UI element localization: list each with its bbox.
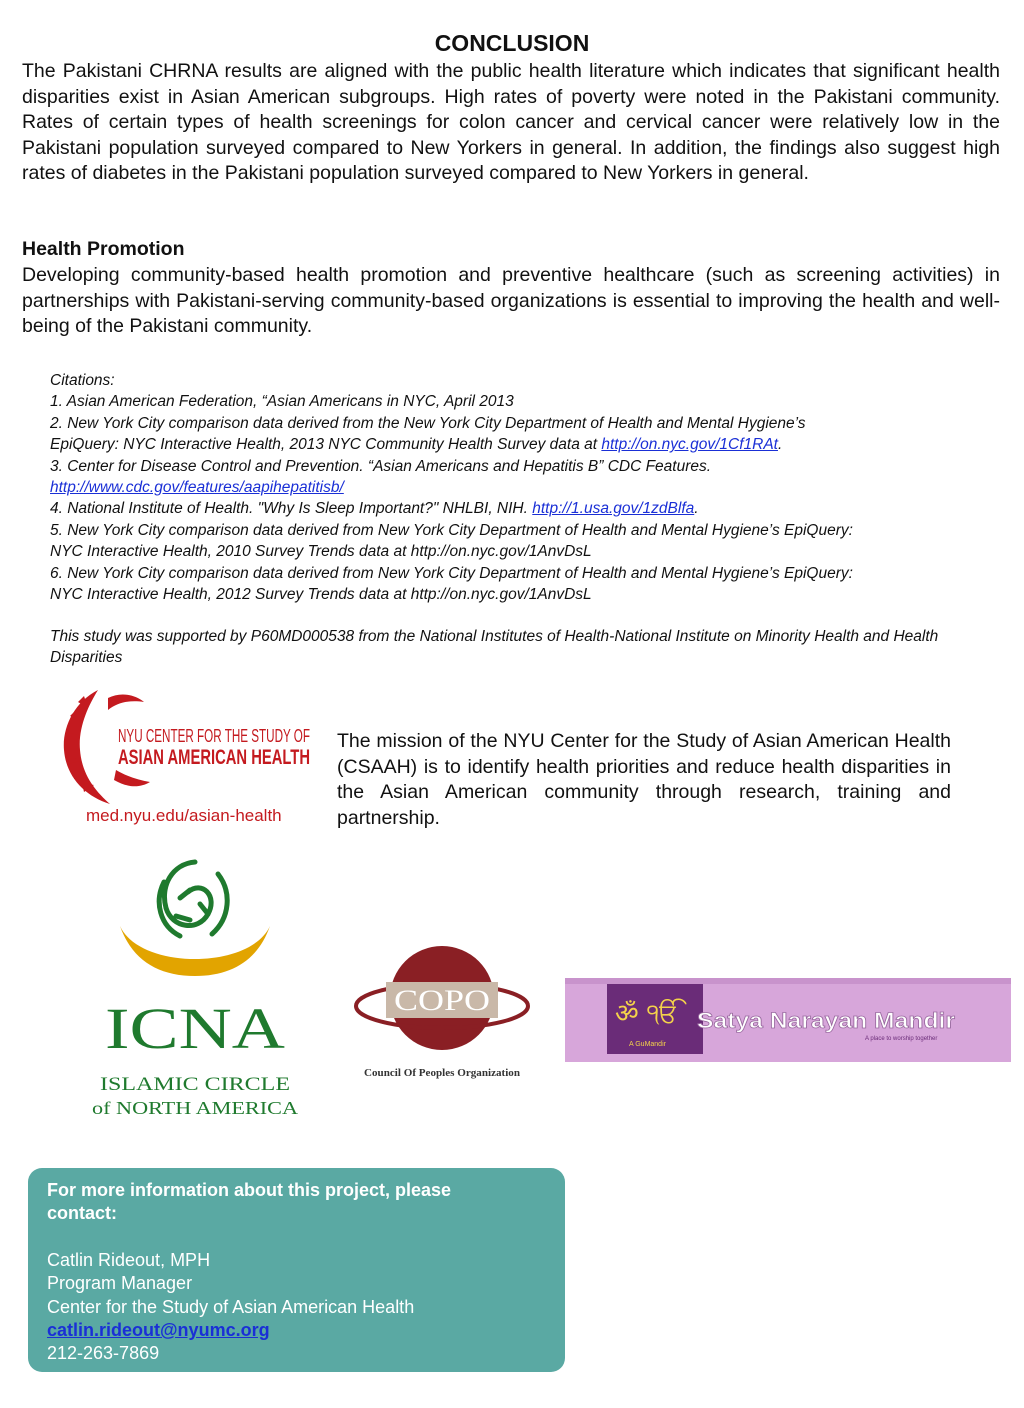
contact-name: Catlin Rideout, MPH: [47, 1249, 211, 1270]
satya-narayan-mandir-logo: [565, 978, 1011, 1062]
nyu-logo-line2: ASIAN AMERICAN HEALTH: [118, 746, 310, 769]
citation-6b: NYC Interactive Health, 2012 Survey Trends data at http://on.nyc.gov/1AnvDsL: [50, 586, 592, 604]
citation-4: [50, 498, 980, 519]
citation-2a: 2. New York City comparison data derived from the New York City Department of Health and Mental Hygiene’s: [50, 414, 806, 432]
citation-5b: NYC Interactive Health, 2010 Survey Trends data at http://on.nyc.gov/1AnvDsL: [50, 543, 592, 561]
nyu-logo-line1: NYU CENTER FOR THE STUDY OF: [118, 726, 311, 746]
mandir-sub: A GuMandir: [629, 1041, 666, 1048]
citation-5a: 5. New York City comparison data derived from New York City Department of Health and Mental Hygiene’s EpiQuery:: [50, 521, 853, 539]
contact-title: For more information about this project, please contact:: [47, 1180, 452, 1224]
citation-2b: [50, 434, 980, 455]
contact-box: [28, 1168, 565, 1372]
contact-role: Program Manager: [47, 1273, 193, 1294]
citation-4-end: .: [694, 500, 699, 518]
conclusion-heading: CONCLUSION: [434, 30, 590, 56]
citation-3b: [50, 477, 980, 498]
nyu-mission: The mission of the NYU Center for the Study of Asian American Health (CSAAH) is to identify health priorities and reduce health disparities in the Asian American community through research, training and partnership.: [337, 730, 951, 829]
om-symbol-icon: ॐ ੴ: [615, 999, 679, 1029]
support-statement: This study was supported by P60MD000538 from the National Institutes of Health-National Institute on Minority Health and Health Disparities: [50, 628, 939, 667]
citation-2-end: .: [777, 436, 783, 454]
copo-name: COPO: [394, 984, 490, 1017]
citation-4-link[interactable]: http://1.usa.gov/1zdBlfa: [532, 500, 695, 518]
citations-label: Citations:: [50, 372, 115, 389]
contact-phone: 212-263-7869: [47, 1343, 160, 1364]
mandir-name: Satya Narayan Mandir: [697, 1008, 956, 1033]
citation-3-link[interactable]: http://www.cdc.gov/features/aapihepatitisb/: [50, 479, 344, 497]
citation-4-text: 4. National Institute of Health. "Why Is Sleep Important?" NHLBI, NIH.: [50, 500, 533, 518]
conclusion-body: The Pakistani CHRNA results are aligned with the public health literature which indicates that significant health disparities exist in Asian American subgroups. High rates of poverty were noted in the Pakistani community. Rates of certain types of health screenings for colon cancer and cervical cancer were relatively low in the Pakistani population surveyed compared to New Yorkers in general. In addition, the findings also suggest high rates of diabetes in the Pakistani population surveyed compared to New Yorkers in general.: [22, 60, 1000, 185]
icna-logo: [80, 852, 310, 1124]
nyu-csaah-logo: [58, 684, 316, 808]
health-promotion-title: Health Promotion: [22, 238, 185, 260]
copo-full-name: Council Of Peoples Organization: [364, 1067, 520, 1079]
citation-6a: 6. New York City comparison data derived from New York City Department of Health and Mental Hygiene’s EpiQuery:: [50, 564, 853, 582]
citation-3a: 3. Center for Disease Control and Prevention. “Asian Americans and Hepatitis B” CDC Features.: [50, 457, 712, 475]
icna-name: ICNA: [105, 996, 286, 1061]
citations: [50, 370, 980, 605]
icna-line1: ISLAMIC CIRCLE: [100, 1074, 290, 1095]
citation-2-link[interactable]: http://on.nyc.gov/1Cf1RAt: [601, 436, 778, 454]
copo-logo: [352, 942, 532, 1082]
contact-email[interactable]: catlin.rideout@nyumc.org: [47, 1320, 270, 1341]
citation-1: 1. Asian American Federation, “Asian Americans in NYC, April 2013: [50, 393, 514, 411]
contact-org: Center for the Study of Asian American Health: [47, 1296, 415, 1317]
icna-line2: of NORTH AMERICA: [92, 1098, 299, 1118]
citation-2b-text: EpiQuery: NYC Interactive Health, 2013 NYC Community Health Survey data at: [50, 436, 602, 454]
mandir-tagline: A place to worship together: [865, 1036, 938, 1042]
nyu-website[interactable]: med.nyu.edu/asian-health: [86, 806, 282, 825]
health-promotion-body: Developing community-based health promotion and preventive healthcare (such as screening activities) in partnerships with Pakistani-serving community-based organizations is essential to improving the health and well-being of the Pakistani community.: [22, 264, 1000, 338]
